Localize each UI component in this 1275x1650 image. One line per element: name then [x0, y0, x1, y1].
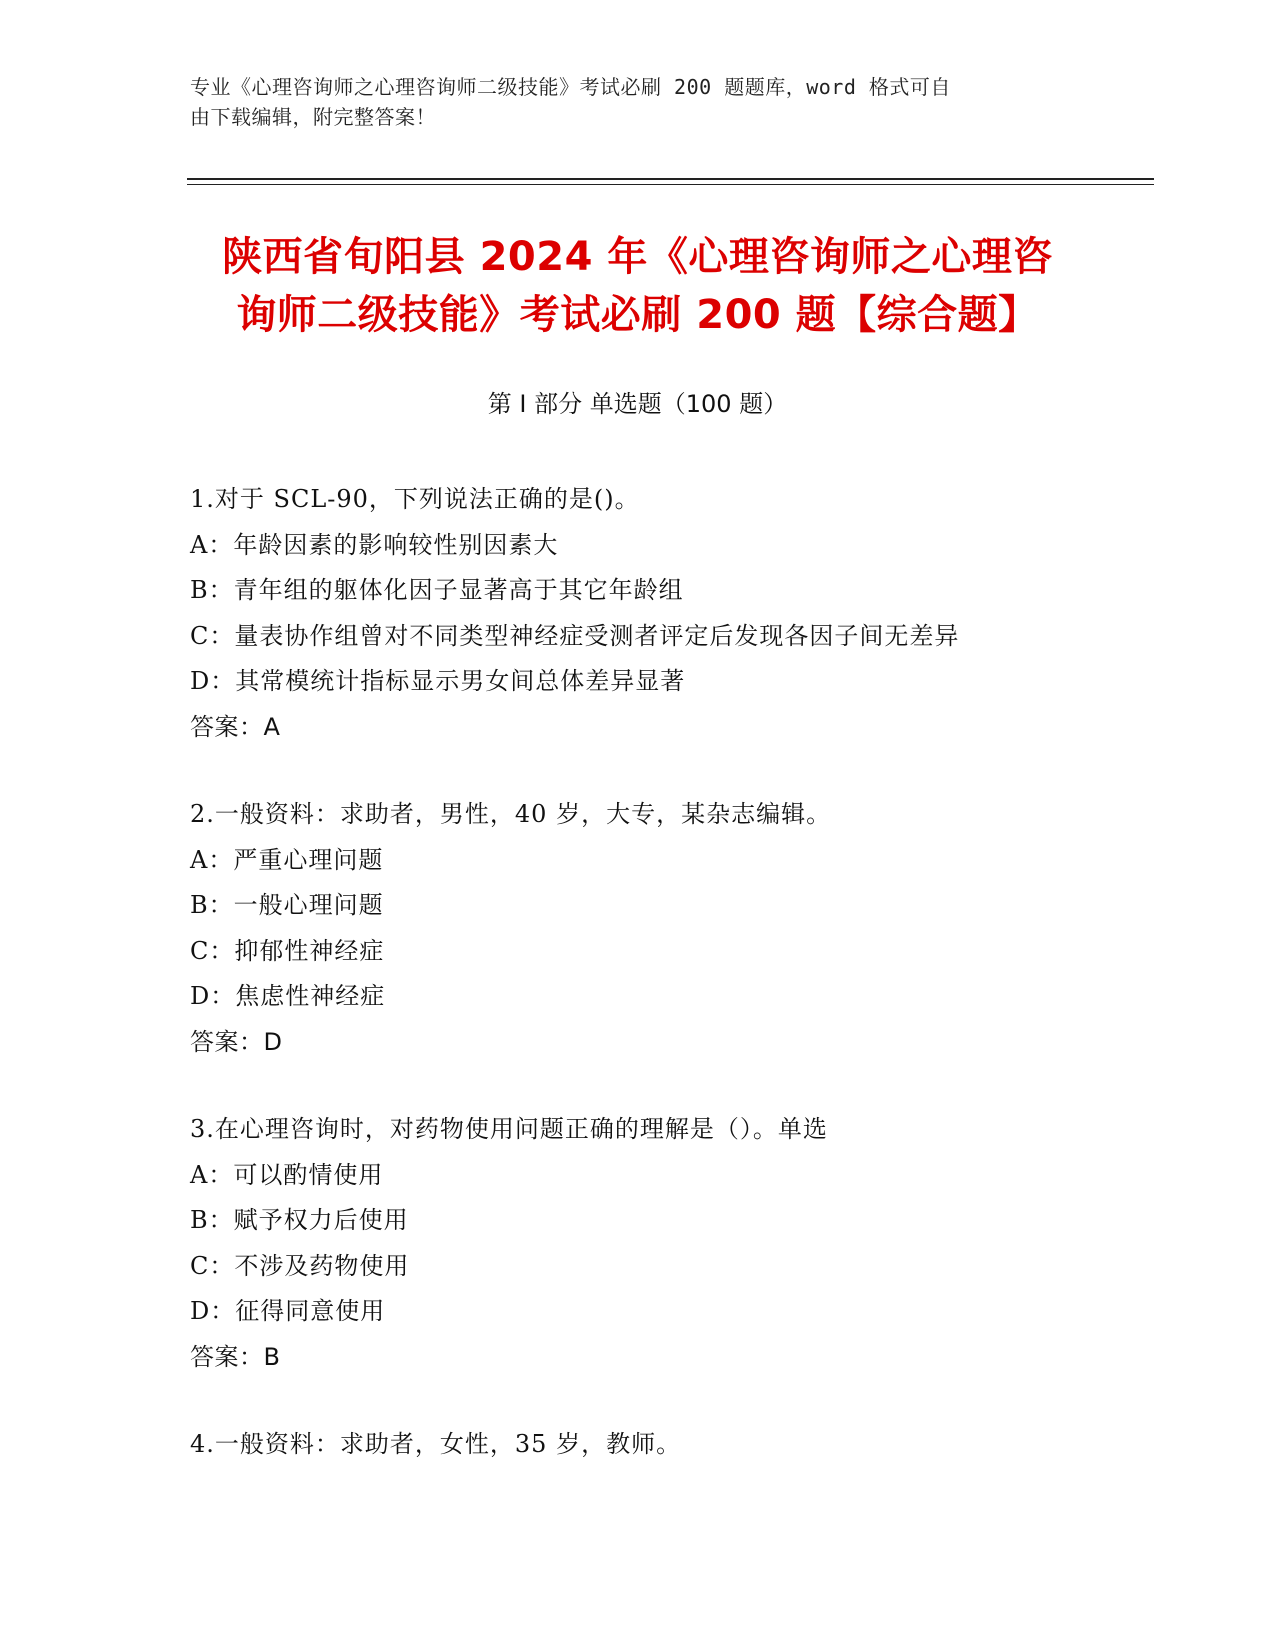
- option-d: D：征得同意使用: [190, 1297, 386, 1325]
- question-stem: 4.一般资料：求助者，女性，35 岁，教师。: [190, 1430, 682, 1458]
- answer-line: 答案：B: [190, 1342, 281, 1371]
- option-a: A：可以酌情使用: [190, 1160, 384, 1189]
- option-b: B：一般心理问题: [190, 891, 384, 919]
- header-divider-thin: [187, 184, 1154, 185]
- option-a: A：年龄因素的影响较性别因素大: [190, 530, 559, 559]
- question-stem: 3.在心理咨询时，对药物使用问题正确的理解是（）。单选: [190, 1115, 828, 1143]
- title-line-2: 询师二级技能》考试必刷 200 题【综合题】: [236, 292, 1039, 338]
- document-title: [150, 228, 1125, 344]
- question-item: [190, 1107, 1110, 1380]
- header-divider-thick: [187, 178, 1154, 180]
- option-c: C：不涉及药物使用: [190, 1251, 410, 1280]
- option-b: B：赋予权力后使用: [190, 1206, 409, 1234]
- intro-text: [190, 72, 1070, 132]
- answer-line: 答案：A: [190, 712, 281, 741]
- option-d: D：焦虑性神经症: [190, 982, 386, 1010]
- title-line-1: 陕西省旬阳县 2024 年《心理咨询师之心理咨: [222, 234, 1053, 280]
- question-list: [190, 477, 1110, 1510]
- question-item: [190, 1422, 1110, 1468]
- option-c: C：抑郁性神经症: [190, 936, 385, 965]
- question-stem: 2.一般资料：求助者，男性，40 岁，大专，某杂志编辑。: [190, 800, 832, 828]
- section-heading: 第 I 部分 单选题（100 题）: [487, 390, 788, 418]
- question-stem: 1.对于 SCL-90，下列说法正确的是()。: [190, 485, 640, 513]
- option-d: D：其常模统计指标显示男女间总体差异显著: [190, 667, 686, 695]
- question-item: [190, 477, 1110, 750]
- option-b: B：青年组的躯体化因子显著高于其它年龄组: [190, 576, 684, 604]
- answer-line: 答案：D: [190, 1027, 283, 1056]
- question-item: [190, 792, 1110, 1065]
- option-a: A：严重心理问题: [190, 845, 384, 874]
- intro-line-1: 专业《心理咨询师之心理咨询师二级技能》考试必刷 200 题题库，word 格式可自: [190, 75, 951, 99]
- option-c: C：量表协作组曾对不同类型神经症受测者评定后发现各因子间无差异: [190, 621, 960, 650]
- intro-line-2: 由下载编辑，附完整答案！: [190, 105, 436, 129]
